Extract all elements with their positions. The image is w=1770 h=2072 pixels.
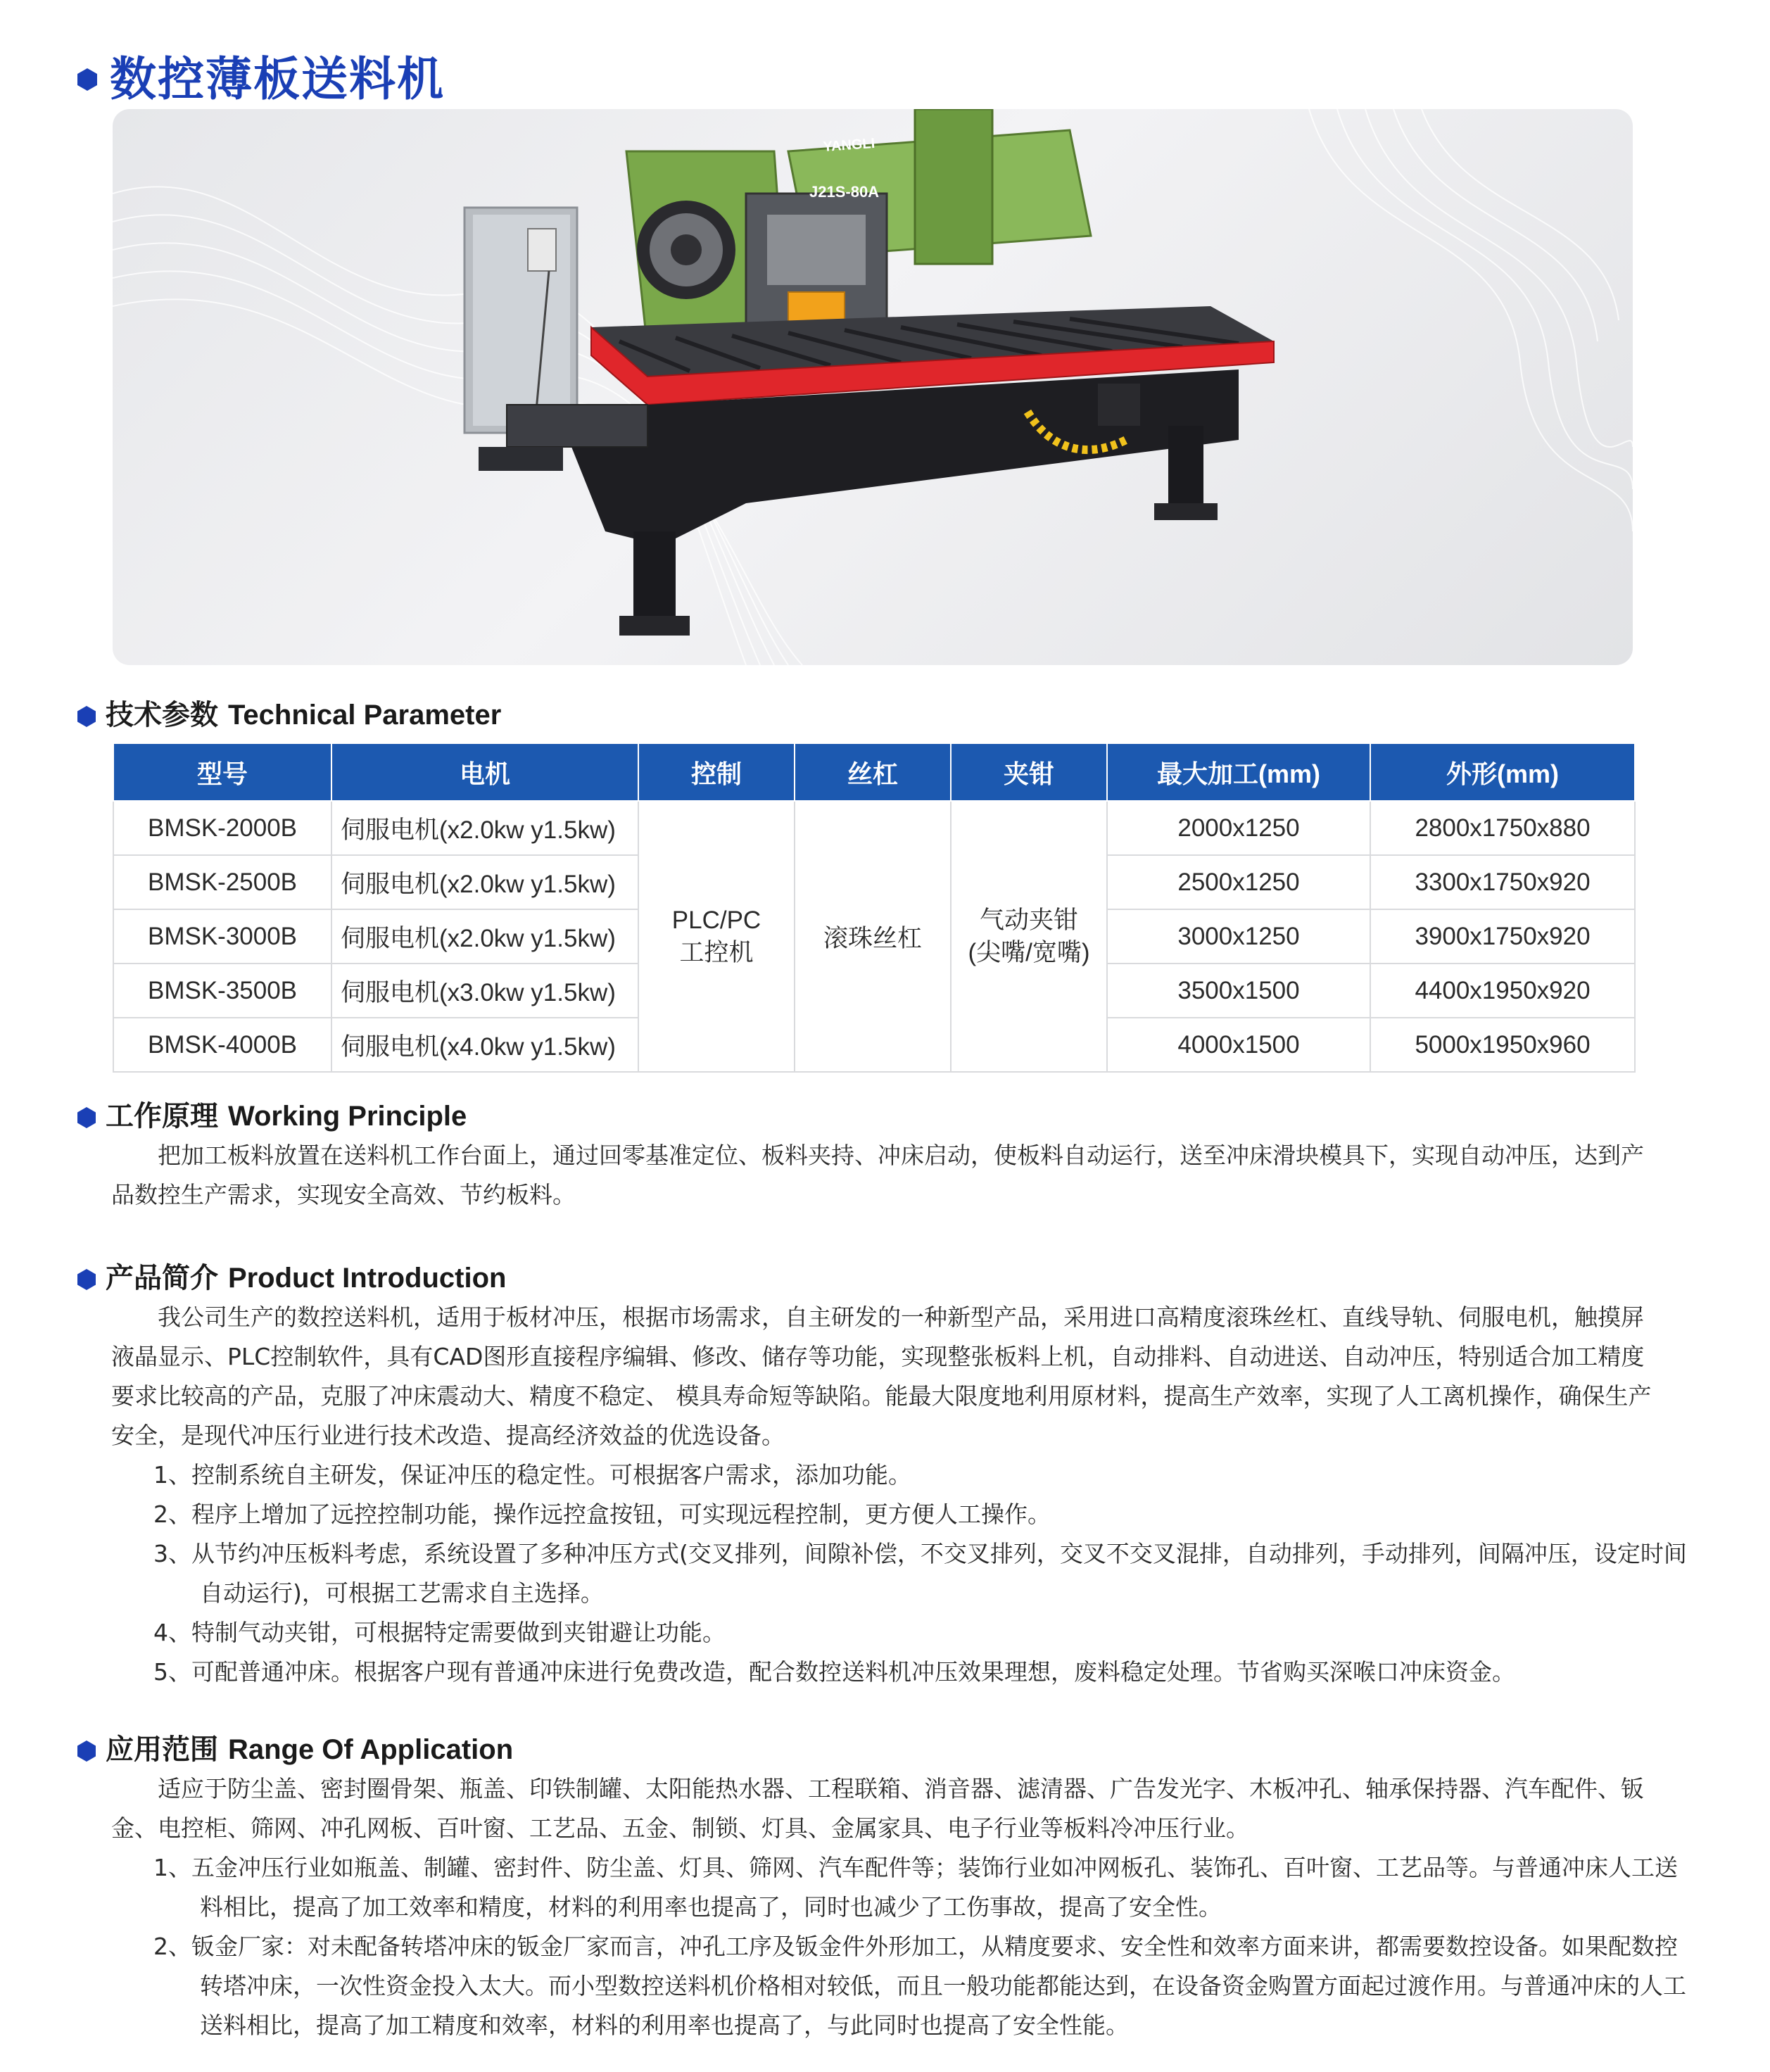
tech-heading-cn: 技术参数 <box>106 699 218 731</box>
hexagon-bullet-icon <box>77 706 96 727</box>
hexagon-bullet-icon <box>77 68 97 91</box>
application-paragraph <box>111 1769 1667 1848</box>
application-heading-cn: 应用范围 <box>106 1733 218 1766</box>
cell-outline: 4400x1950x920 <box>1370 964 1635 1018</box>
cell-max-size: 2000x1250 <box>1107 801 1370 855</box>
tech-heading <box>77 697 501 733</box>
cell-model: BMSK-2500B <box>113 855 331 909</box>
page-title-text: 数控薄板送料机 <box>110 52 445 106</box>
col-header-model: 型号 <box>113 743 331 801</box>
working-paragraph <box>111 1136 1667 1215</box>
table-row <box>113 801 1635 855</box>
col-header-control: 控制 <box>638 743 795 801</box>
cell-motor: 伺服电机(x3.0kw y1.5kw) <box>331 964 638 1018</box>
model-plate-text: J21S-80A <box>809 183 880 201</box>
intro-heading-en: Product Introduction <box>227 1263 507 1294</box>
hero-product-image <box>113 109 1633 665</box>
spec-table <box>113 743 1636 1073</box>
cell-motor: 伺服电机(x2.0kw y1.5kw) <box>331 855 638 909</box>
cell-motor: 伺服电机(x2.0kw y1.5kw) <box>331 801 638 855</box>
cell-outline: 5000x1950x960 <box>1370 1018 1635 1072</box>
cell-outline: 3900x1750x920 <box>1370 909 1635 964</box>
clamp-line1: 气动夹钳 <box>979 906 1078 934</box>
hexagon-bullet-icon <box>77 1107 96 1128</box>
intro-list-item: 5、可配普通冲床。根据客户现有普通冲床进行免费改造，配合数控送料机冲压效果理想，废料稳定处理。节省购买深喉口冲床资金。 <box>153 1658 1515 1686</box>
intro-heading-cn: 产品简介 <box>106 1262 218 1294</box>
cell-screw: 滚珠丝杠 <box>795 801 951 1072</box>
application-list-item: 1、五金冲压行业如瓶盖、制罐、密封件、防尘盖、灯具、筛网、汽车配件等；装饰行业如冲网板孔、装饰孔、百叶窗、工艺品等。与普通冲床人工送料相比，提高了加工效率和精度，材料的利用率也提高了，同时也减少了工伤事故，提高了安全性。 <box>153 1854 1678 1921</box>
working-heading <box>77 1098 467 1135</box>
col-header-screw: 丝杠 <box>795 743 951 801</box>
cell-model: BMSK-2000B <box>113 801 331 855</box>
cell-max-size: 2500x1250 <box>1107 855 1370 909</box>
control-line2: 工控机 <box>679 938 754 966</box>
table-header-row <box>113 743 1635 801</box>
intro-list-item: 3、从节约冲压板料考虑，系统设置了多种冲压方式(交叉排列，间隙补偿，不交叉排列，交叉不交叉混排，自动排列，手动排列，间隔冲压，设定时间自动运行)，可根据工艺需求自主选择。 <box>153 1540 1687 1607</box>
cell-model: BMSK-4000B <box>113 1018 331 1072</box>
control-line1: PLC/PC <box>671 906 761 934</box>
cell-outline: 2800x1750x880 <box>1370 801 1635 855</box>
intro-heading <box>77 1260 506 1296</box>
hexagon-bullet-icon <box>77 1269 96 1290</box>
cell-model: BMSK-3500B <box>113 964 331 1018</box>
intro-text: 我公司生产的数控送料机，适用于板材冲压，根据市场需求，自主研发的一种新型产品，采用进口高精度滚珠丝杠、直线导轨、伺服电机，触摸屏液晶显示、PLC控制软件，具有CAD图形直接程序编辑、修改、储存等功能，实现整张板料上机，自动排料、自动进送、自动冲压，特别适合加工精度要求比较高的产品，克服了冲床震动大、精度不稳定、 模具寿命短等缺陷。能最大限度地利用原材料，提高生产效率，实现了人工离机操作，确保生产安全，是现代冲压行业进行技术改造、提高经济效益的优选设备。 <box>111 1303 1652 1449</box>
tech-heading-en: Technical Parameter <box>227 700 502 731</box>
clamp-line2: (尖嘴/宽嘴) <box>968 938 1090 966</box>
cell-motor: 伺服电机(x2.0kw y1.5kw) <box>331 909 638 964</box>
col-header-motor: 电机 <box>331 743 638 801</box>
application-heading <box>77 1731 513 1768</box>
application-text: 适应于防尘盖、密封圈骨架、瓶盖、印铁制罐、太阳能热水器、工程联箱、消音器、滤清器、广告发光字、木板冲孔、轴承保持器、汽车配件、钣金、电控柜、筛网、冲孔网板、百叶窗、工艺品、五金、制锁、灯具、金属家具、电子行业等板料冷冲压行业。 <box>111 1775 1644 1842</box>
machine-illustration <box>113 109 1633 665</box>
intro-list-item: 4、特制气动夹钳，可根据特定需要做到夹钳避让功能。 <box>153 1619 726 1646</box>
brand-badge-text: YANGLI <box>822 135 875 155</box>
col-header-max-size: 最大加工(mm) <box>1107 743 1370 801</box>
working-text: 把加工板料放置在送料机工作台面上，通过回零基准定位、板料夹持、冲床启动，使板料自动运行，送至冲床滑块模具下，实现自动冲压，达到产品数控生产需求，实现安全高效、节约板料。 <box>111 1142 1644 1208</box>
application-list-item: 2、钣金厂家：对未配备转塔冲床的钣金厂家而言，冲孔工序及钣金件外形加工，从精度要求、安全性和效率方面来讲，都需要数控设备。如果配数控转塔冲床，一次性资金投入太大。而小型数控送料机价格相对较低，而且一般功能都能达到，在设备资金购置方面起过渡作用。与普通冲床的人工送料相比，提高了加工精度和效率，材料的利用率也提高了，与此同时也提高了安全性能。 <box>153 1933 1686 2039</box>
intro-list-item: 2、程序上增加了远控控制功能，操作远控盒按钮，可实现远程控制，更方便人工操作。 <box>153 1501 1051 1528</box>
col-header-outline: 外形(mm) <box>1370 743 1635 801</box>
col-header-clamp: 夹钳 <box>951 743 1107 801</box>
working-heading-en: Working Principle <box>227 1101 467 1132</box>
cell-control <box>638 801 795 1072</box>
cell-motor: 伺服电机(x4.0kw y1.5kw) <box>331 1018 638 1072</box>
cell-max-size: 4000x1500 <box>1107 1018 1370 1072</box>
control-cabinet <box>464 208 577 433</box>
application-heading-en: Range Of Application <box>227 1734 514 1765</box>
cell-outline: 3300x1750x920 <box>1370 855 1635 909</box>
hexagon-bullet-icon <box>77 1741 96 1762</box>
working-heading-cn: 工作原理 <box>106 1100 218 1132</box>
machine-base <box>479 369 1239 636</box>
intro-paragraph <box>111 1298 1667 1455</box>
cell-clamp <box>951 801 1107 1072</box>
page-title <box>77 48 445 111</box>
cell-model: BMSK-3000B <box>113 909 331 964</box>
cell-max-size: 3500x1500 <box>1107 964 1370 1018</box>
cell-max-size: 3000x1250 <box>1107 909 1370 964</box>
intro-list-item: 1、控制系统自主研发，保证冲压的稳定性。可根据客户需求，添加功能。 <box>153 1461 911 1489</box>
